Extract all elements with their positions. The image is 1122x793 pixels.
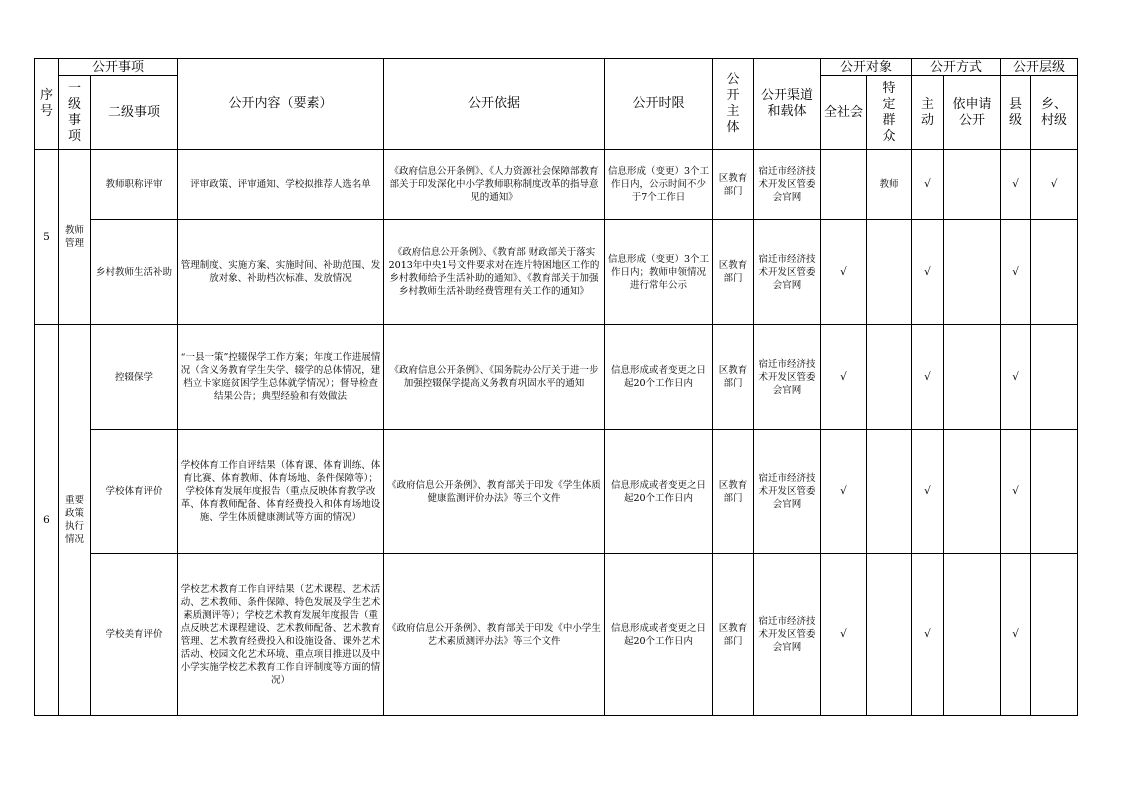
township-cell xyxy=(1031,220,1078,325)
header-township: 乡、村级 xyxy=(1031,76,1078,150)
specific-group-cell xyxy=(867,220,912,325)
on-request-cell xyxy=(944,150,1001,220)
header-subject: 公开主体 xyxy=(713,59,754,150)
content-cell: 管理制度、实施方案、实施时间、补助范围、发放对象、补助档次标准、发放情况 xyxy=(178,220,384,325)
header-on-request: 依申请公开 xyxy=(944,76,1001,150)
county-cell: √ xyxy=(1001,220,1031,325)
level2-cell: 学校体育评价 xyxy=(91,430,178,554)
level2-cell: 控辍保学 xyxy=(91,325,178,430)
disclosure-table xyxy=(34,58,1078,716)
content-cell: “一县一策”控辍保学工作方案；年度工作进展情况（含义务教育学生失学、辍学的总体情况，建档立卡家庭贫困学生总体就学情况）；督导检查结果公告；典型经验和有效做法 xyxy=(178,325,384,430)
level1-cell: 重要政策执行情况 xyxy=(59,325,91,716)
township-cell xyxy=(1031,325,1078,430)
subject-cell: 区教育部门 xyxy=(713,220,754,325)
table-row xyxy=(35,554,1078,716)
basis-cell: 《政府信息公开条例》、《国务院办公厅关于进一步加强控辍保学提高义务教育巩固水平的通知 xyxy=(384,325,605,430)
channel-cell: 宿迁市经济技术开发区管委会官网 xyxy=(754,554,821,716)
time-limit-cell: 信息形成或者变更之日起20个工作日内 xyxy=(605,554,713,716)
basis-cell: 《政府信息公开条例》、《人力资源社会保障部教育部关于印发深化中小学教师职称制度改革的指导意见的通知》 xyxy=(384,150,605,220)
level2-cell: 教师职称评审 xyxy=(91,150,178,220)
table-body xyxy=(35,150,1078,716)
active-cell: √ xyxy=(912,325,944,430)
header-seq: 序号 xyxy=(35,59,59,150)
active-cell: √ xyxy=(912,150,944,220)
header-county: 县级 xyxy=(1001,76,1031,150)
on-request-cell xyxy=(944,220,1001,325)
header-basis: 公开依据 xyxy=(384,59,605,150)
basis-cell: 《政府信息公开条例》、《教育部 财政部关于落实2013年中央1号文件要求对在连片特困地区工作的乡村教师给予生活补助的通知》、《教育部关于加强乡村教师生活补助经费管理有关工作的通知》 xyxy=(384,220,605,325)
table-row xyxy=(35,220,1078,325)
channel-cell: 宿迁市经济技术开发区管委会官网 xyxy=(754,220,821,325)
time-limit-cell: 信息形成或者变更之日起20个工作日内 xyxy=(605,430,713,554)
whole-society-cell xyxy=(821,150,867,220)
level2-cell: 学校美育评价 xyxy=(91,554,178,716)
content-cell: 学校体育工作自评结果（体育课、体育训练、体育比赛、体育教师、体育场地、条件保障等）；学校体育发展年度报告（重点反映体育教学改革、体育教师配备、体育经费投入和体育场地设施、学生体质健康测试等方面的情况） xyxy=(178,430,384,554)
seq-cell: 6 xyxy=(35,325,59,716)
header-group-level: 公开层级 xyxy=(1001,59,1078,76)
whole-society-cell: √ xyxy=(821,220,867,325)
on-request-cell xyxy=(944,325,1001,430)
specific-group-cell xyxy=(867,430,912,554)
table-header xyxy=(35,59,1078,150)
basis-cell: 《政府信息公开条例》、教育部关于印发《学生体质健康监测评价办法》等三个文件 xyxy=(384,430,605,554)
active-cell: √ xyxy=(912,554,944,716)
header-channel: 公开渠道和载体 xyxy=(754,59,821,150)
header-specific-group: 特定群众 xyxy=(867,76,912,150)
time-limit-cell: 信息形成（变更）3个工作日内，公示时间不少于7个工作日 xyxy=(605,150,713,220)
specific-group-cell: 教师 xyxy=(867,150,912,220)
township-cell: √ xyxy=(1031,150,1078,220)
county-cell: √ xyxy=(1001,430,1031,554)
subject-cell: 区教育部门 xyxy=(713,325,754,430)
header-whole-society: 全社会 xyxy=(821,76,867,150)
channel-cell: 宿迁市经济技术开发区管委会官网 xyxy=(754,325,821,430)
county-cell: √ xyxy=(1001,325,1031,430)
subject-cell: 区教育部门 xyxy=(713,554,754,716)
channel-cell: 宿迁市经济技术开发区管委会官网 xyxy=(754,150,821,220)
header-content: 公开内容（要素） xyxy=(178,59,384,150)
content-cell: 评审政策、评审通知、学校拟推荐人选名单 xyxy=(178,150,384,220)
township-cell xyxy=(1031,430,1078,554)
subject-cell: 区教育部门 xyxy=(713,150,754,220)
table-row xyxy=(35,430,1078,554)
specific-group-cell xyxy=(867,554,912,716)
table-row xyxy=(35,150,1078,220)
header-group-method: 公开方式 xyxy=(912,59,1001,76)
header-level1: 一级事项 xyxy=(59,76,91,150)
header-group-items: 公开事项 xyxy=(59,59,178,76)
whole-society-cell: √ xyxy=(821,554,867,716)
on-request-cell xyxy=(944,554,1001,716)
content-cell: 学校艺术教育工作自评结果（艺术课程、艺术活动、艺术教师、条件保障、特色发展及学生艺术素质测评等）；学校艺术教育发展年度报告（重点反映艺术课程建设、艺术教师配备、艺术教育管理、艺术教育经费投入和设施设备、课外艺术活动、校园文化艺术环境、重点项目推进以及中小学实施学校艺术教育工作自评制度等方面的情况） xyxy=(178,554,384,716)
level1-cell: 教师管理 xyxy=(59,150,91,325)
time-limit-cell: 信息形成（变更）3个工作日内；教师申领情况进行常年公示 xyxy=(605,220,713,325)
time-limit-cell: 信息形成或者变更之日起20个工作日内 xyxy=(605,325,713,430)
active-cell: √ xyxy=(912,220,944,325)
header-level2: 二级事项 xyxy=(91,76,178,150)
table-row xyxy=(35,325,1078,430)
channel-cell: 宿迁市经济技术开发区管委会官网 xyxy=(754,430,821,554)
active-cell: √ xyxy=(912,430,944,554)
header-time-limit: 公开时限 xyxy=(605,59,713,150)
county-cell: √ xyxy=(1001,554,1031,716)
seq-cell: 5 xyxy=(35,150,59,325)
basis-cell: 《政府信息公开条例》、教育部关于印发《中小学生艺术素质测评办法》等三个文件 xyxy=(384,554,605,716)
county-cell: √ xyxy=(1001,150,1031,220)
header-group-target: 公开对象 xyxy=(821,59,912,76)
header-active: 主动 xyxy=(912,76,944,150)
whole-society-cell: √ xyxy=(821,325,867,430)
whole-society-cell: √ xyxy=(821,430,867,554)
subject-cell: 区教育部门 xyxy=(713,430,754,554)
township-cell xyxy=(1031,554,1078,716)
on-request-cell xyxy=(944,430,1001,554)
specific-group-cell xyxy=(867,325,912,430)
level2-cell: 乡村教师生活补助 xyxy=(91,220,178,325)
